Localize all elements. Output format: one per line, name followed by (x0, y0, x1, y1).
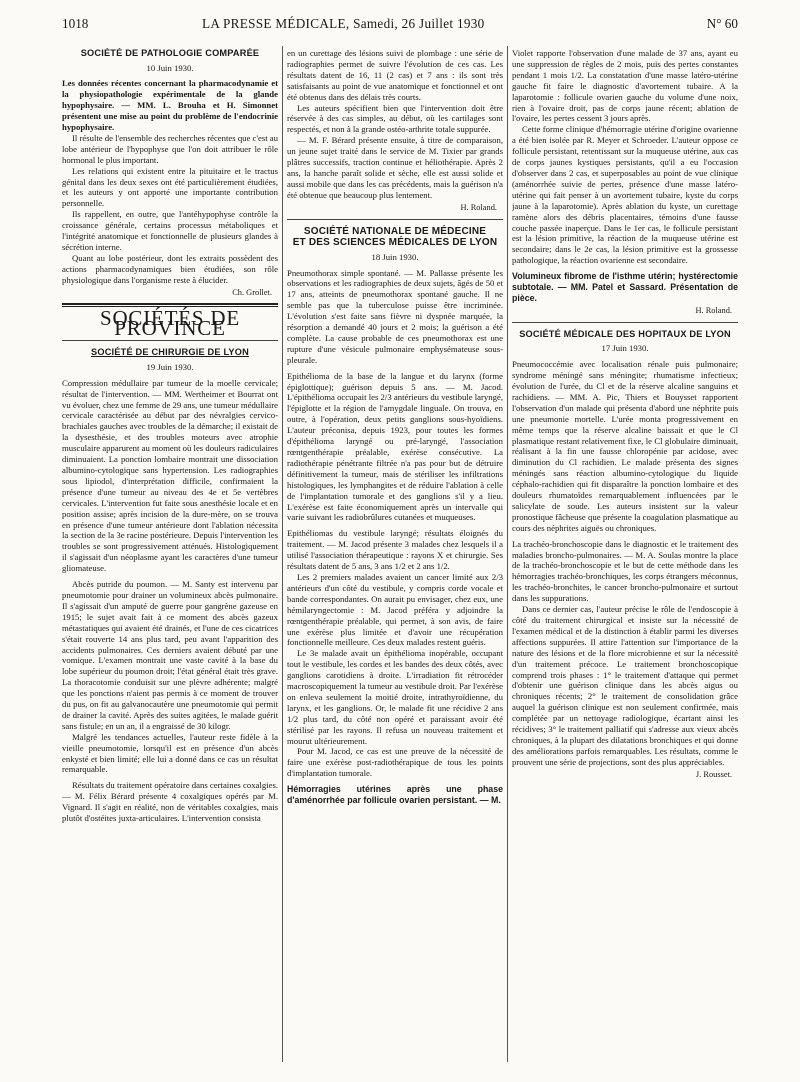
author-signature: H. Roland. (460, 202, 497, 212)
article-paragraph: Quant au lobe postérieur, dont les extraits possèdent des actions pharmacodynamiques bien étudiées, son rôle physiologique dans l'organisme reste à élucider. (62, 252, 278, 285)
article-paragraph: Violet rapporte l'observation d'une malade de 37 ans, ayant eu une suppression de règles de 2 mois, puis des pertes constantes pendant 1 mois 1/2. La constatation d'une masse latéro-utérine gauche fit faire le diagnostic d'avortement tubaire. A la laparotomie : follicule ovarien gauche du volume d'une noix, rien à l'ovaire droit, pas de corps jaune récent; ablation de l'ovaire, les pertes cessent 3 jours après. (512, 48, 738, 124)
article-paragraph: Pneumothorax simple spontané. — M. Pallasse présente les observations et les radiographies de deux sujets, âgés de 50 et 17 ans, atteints de pneumothorax spontané gauche. Il ne semble pas que la tuberculose puisse être incriminée. L'évolution s'est faite sans fièvre ni dyspnée marquée, la résorption a demandé 40 jours et 2 mois; la guérison a été complète. La cause probable de ces pneumothorax est une rupture d'une vésicule pulmonaire emphysémateuse sous-pleurale. (287, 267, 503, 365)
article-paragraph: Malgré les tendances actuelles, l'auteur reste fidèle à la vieille pneumotomie, lorsqu'il est en présence d'un abcès enkysté et bien limité; elle lui a donné dans ce cas un résultat remarquable. (62, 731, 278, 775)
page-header (62, 14, 738, 34)
divider (287, 219, 503, 220)
article-paragraph: Cette forme clinique d'hémorragie utérine d'origine ovarienne a été bien isolée par R. Meyer et Schroeder. L'auteur oppose ce follicule persistant, retentissant sur la muqueuse utérine, aux cas de corps jaunes kystiques persistants, qu'il a eu l'occasion d'observer dans 2 cas, et superposables au point de vue clinique (aménorrhée suivie de pertes, présence d'une masse latéro-utérine qui fait penser à un avortement tubaire, kyste du corps jaune à la laparotomie). Après ablation du kyste, un curettage ramène alors des débris placentaires, témoins d'une fausse couche passée inaperçue. Dans le 1er cas, le follicule persistant est la lésion primitive, la réaction de la muqueuse utérine est secondaire; dans le 2e cas, la lésion primitive est la grossesse pathologique, la réaction ovarienne est secondaire. (512, 124, 738, 266)
article-subtitle: Hémorragies utérines après une phase d'aménorrhée par follicule ovarien persistant. — M. (287, 784, 503, 806)
article-paragraph: Pour M. Jacod, ce cas est une preuve de la nécessité de faire une exérèse post-radiothérapique de tous les points d'implantation tumorale. (287, 746, 503, 779)
section-date: 17 Juin 1930. (601, 343, 649, 354)
article-paragraph: Abcès putride du poumon. — M. Santy est intervenu par pneumotomie pour drainer un volumineux abcès pulmonaire. Il s'agissait d'un amputé de guerre pour gangrène gazeuse en 1915; le sujet avait fait à ce moment des abcès gazeux métastatiques qui avaient été drainés, et l'une de ces cicatrices s'était rouverte 14 ans plus tard, peu avant l'apparition des accidents pulmonaires. Ces derniers avaient débuté par une vomique. L'examen montrait une vaste cavité à la base du lobe supérieur du poumon droit; l'état général était très grave. La thoracotomie conduisit sur une plèvre adhérente; malgré que les ponctions n'aient pas permis à ce moment de trouver du pus, on fit au galvanocautère une pneumotomie qui permit de drainer la cavité. Après des suites agitées, le malade guérit sans fistule; en un an, il a engraissé de 30 kilogr. (62, 579, 278, 731)
article-paragraph: Epithéliomas du vestibule laryngé; résultats éloignés du traitement. — M. Jacod présente 3 malades chez lesquels il a utilisé l'association thérapeutique : rayons X et chirurgie. Ses résultats datent de 5 ans, 3 ans 1/2 et 2 ans 1/2. (287, 528, 503, 572)
article-paragraph: — M. F. Bérard présente ensuite, à titre de comparaison, un jeune sujet traité dans le service de M. Tixier par grands plâtres successifs, traction continue et héliothérapie. Après 2 ans, la hanche paraît solide et sèche, elle est aussi solide et aussi mobile que dans les cas précédents, mais la guérison n'a été obtenue que beaucoup plus lentement. (287, 135, 503, 200)
column-1 (62, 48, 278, 1060)
article-paragraph: La trachéo-bronchoscopie dans le diagnostic et le traitement des maladies broncho-pulmonaires. — M. A. Soulas montre la place de la trachéo-bronchoscopie et le but de cette méthode dans les hémorragies trachéo-bronchiques, les corps étrangers méconnus, les trachéo-bronchites, le cancer broncho-pulmonaire et surtout dans les suppurations. (512, 538, 738, 604)
author-signature: H. Roland. (695, 305, 732, 315)
section-title: ET DES SCIENCES MÉDICALES DE LYON (292, 237, 498, 249)
article-paragraph: Résultats du traitement opératoire dans certaines coxalgies. — M. Félix Bérard présente 4 coxalgiques opérés par M. Vignard. Il s'agit en réalité, non de véritables coxalgies, mais plutôt d'ostéites juxta-articulaires. L'intervention consista (62, 780, 278, 824)
author-signature: J. Rousset. (695, 769, 732, 779)
section-title: SOCIÉTÉ DE PATHOLOGIE COMPARÉE (80, 48, 260, 58)
article-paragraph: Le 3e malade avait un épithélioma inopérable, occupant tout le vestibule, les cordes et les bandes des deux côtés, avec ganglions carotidiens à droite. L'irradiation fit rétrocéder macroscopiquement la tumeur au vestibule droit. Par l'exérèse on enleva seulement la moitié droite, intrathyroïdienne, du larynx, et les ganglions. Or, le malade fit une récidive 2 ans 1/2 plus tard, du côté non opéré et paraissant avoir été stérilisé par les rayons. Il refusa un nouveau traitement et mourut ultérieurement. (287, 648, 503, 746)
divider (62, 340, 278, 341)
article-paragraph: Les 2 premiers malades avaient un cancer limité aux 2/3 antérieurs d'un côté du vestibule, y compris corde vocale et bande correspondantes. On aurait pu envisager, chez eux, une hémilaryngectomie : M. Jacod préféra y adjoindre la rœntgenthérapie préalable, qui permet, à son avis, de faire une exérèse plus limitée et d'avoir une récupération fonctionnelle meilleure. Ces deux malades restent guéris. (287, 571, 503, 648)
journal-title: LA PRESSE MÉDICALE, Samedi, 26 Juillet 1930 (202, 16, 485, 31)
article-paragraph: Il résulte de l'ensemble des recherches récentes que c'est au lobe antérieur de l'hypophyse que l'on doit attribuer le rôle hormonal le plus important. (62, 132, 278, 165)
article-paragraph: Dans ce dernier cas, l'auteur précise le rôle de l'endoscopie à côté du traitement chirurgical et insiste sur la nécessité de l'examen médical et de la distinction à établir parmi les diverses affections suppurées. Il attire l'attention sur l'importance de la nature des lésions et de la flore microbienne et sur la nécessité d'un traitement précoce. Le traitement bronchoscopique comprend trois phases : 1° le traitement d'attaque qui permet d'obtenir une guérison clinique dans les abcès aigus ou chroniques récents; 2° le traitement de consolidation grâce auquel la guérison clinique est non seulement confirmée, mais complétée par un nettoyage radiologique, écartant ainsi les récidives; 3° le traitement palliatif qui s'adresse aux vieux abcès chroniques, à la plupart des dilatations bronchiques et qui donne des améliorations parfois remarquables. Les résultats, comme le prouvent une série de projections, sont des plus appréciables. (512, 604, 738, 767)
column-2 (287, 48, 503, 1060)
section-title: SOCIÉTÉ DE CHIRURGIE DE LYON (91, 347, 249, 358)
section-date: 18 Juin 1930. (371, 251, 419, 262)
column-divider (507, 46, 508, 1062)
article-paragraph: Compression médullaire par tumeur de la moelle cervicale; résultat de l'intervention. — MM. Wertheimer et Bourrat ont vu évoluer, chez une femme de 29 ans, une tumeur médullaire cervicale caractérisée au début par des névralgies cervico-brachiales gauches avec troubles de la démarche; il existait de la dysesthésie, et des troubles moteurs avec atrophie musculaire apparurent au moment où les douleurs radiculaires diminuaient. La ponction lombaire montrait une dissociation albumino-cytologique sans hypertension. Les radiographies sous lipiodol, d'interprétation difficile, confirmaient la présence d'une tumeur au niveau des 4e et 5e vertèbres cervicales. L'intervention fut faite sous anesthésie locale et en position assise; après incision de la dure-mère, on se trouva en présence d'une tumeur antérieure dont l'ablation nécessita la section de la 3e racine postérieure. Depuis l'intervention les troubles se sont progressivement atténués. Histologiquement il s'agissait d'un néoplasme ayant les caractères d'une tumeur gliomateuse. (62, 377, 278, 574)
issue-number: N° 60 (706, 16, 738, 31)
page-number: 1018 (62, 16, 89, 31)
article-paragraph: Les auteurs spécifient bien que l'intervention doit être réservée à des cas simples, au début, où les cartilages sont respectés, et non à la grande ostéo-arthrite totale suppurée. (287, 102, 503, 135)
author-signature: Ch. Grollet. (232, 287, 272, 297)
article-paragraph: Les relations qui existent entre la pituitaire et le tractus génital dans les deux sexes ont été particulièrement étudiées, et les auteurs y ont apporté une importante contribution personnelle. (62, 165, 278, 209)
divider (512, 322, 738, 323)
section-title: SOCIÉTÉ MÉDICALE DES HOPITAUX DE LYON (519, 328, 731, 339)
section-title: SOCIÉTÉ NATIONALE DE MÉDECINE (303, 225, 487, 237)
article-paragraph: Les données récentes concernant la pharmacodynamie et la physiopathologie expérimentale de la glande hypophysaire. — MM. L. Brouha et H. Simonnet présentent une mise au point du problème de l'endocrinie hypophysaire. (62, 78, 278, 133)
province-heading: SOCIÉTÉS DE PROVINCE (99, 305, 241, 341)
section-date: 19 Juin 1930. (146, 361, 194, 372)
column-3 (512, 48, 738, 1060)
column-divider (282, 46, 283, 1062)
article-paragraph: Pneumococcémie avec localisation rénale puis pulmonaire; syndrome méningé sans méningite; rhumatisme infectieux; évolution de l'urée, du Cl et de la réserve alcaline sanguins et rachidiens. — MM. A. Pic, Thiers et Bouysset rapportent l'observation d'un malade qui présenta d'abord une néphrite puis une pneumonie mortelle. L'urée monta progressivement en même temps que la réserve alcaline baissait et que le Cl plasmatique restant relativement fixe, le Cl globulaire diminuait, réalisant à la fin une fausse chloropénie par acidose, avec diminution du Cl rachidien. Le malade présenta des signes méningés sans réaction albumino-cytologique du liquide céphalo-rachidien qui fit disparaître la ponction lombaire et des douleurs rhumatoïdes remarquablement influencées par le salicylate de soude. Les auteurs insistent sur la valeur pronostique fâcheuse que présente la coagulation plasmatique au cours des néphrites aiguës ou chroniques. (512, 359, 738, 533)
article-paragraph: Epithélioma de la base de la langue et du larynx (forme épiglottique); guérison depuis 5 ans. — M. Jacod. L'épithélioma occupait les 2/3 antérieurs du vestibule laryngé, l'épiglotte et la région de l'amygdale linguale. On trouva, en outre, à l'opération, deux petits ganglions sous-hyoïdiens. L'auteur préconisa, depuis 1923, pour toutes les formes d'épithélioma laryngé ou pré-laryngé, l'association rœntgenthérapie préalable, exérèse consécutive. La radiothérapie pénétrante filtrée n'a pas pour but de détruire définitivement la tumeur, mais de stériliser les infiltrations histologiques, les lymphangites et de réduire l'ablation à celle de l'implantation tumorale et des ganglions s'il y a lieu. L'exérèse est faite économiquement après un intervalle qui varie suivant les radiobrûlures cutanées et muqueuses. (287, 370, 503, 523)
section-date: 10 Juin 1930. (146, 62, 194, 73)
article-subtitle: Volumineux fibrome de l'isthme utérin; hystérectomie subtotale. — MM. Patel et Sassard. Présentation de pièce. (512, 271, 738, 303)
article-paragraph: Ils rappellent, en outre, que l'antéhypophyse contrôle la croissance générale, certains processus métaboliques et l'intégrité anatomique et fonctionnelle de plusieurs glandes à sécrétion interne. (62, 209, 278, 252)
article-paragraph: en un curettage des lésions suivi de plombage : une série de radiographies permet de suivre l'évolution de ces cas. Les résultats datent de 16, 11 (2 cas) et 7 ans : ils sont très satisfaisants au point de vue anatomique et fonctionnel et ont été obtenus dans des délais très courts. (287, 48, 503, 102)
